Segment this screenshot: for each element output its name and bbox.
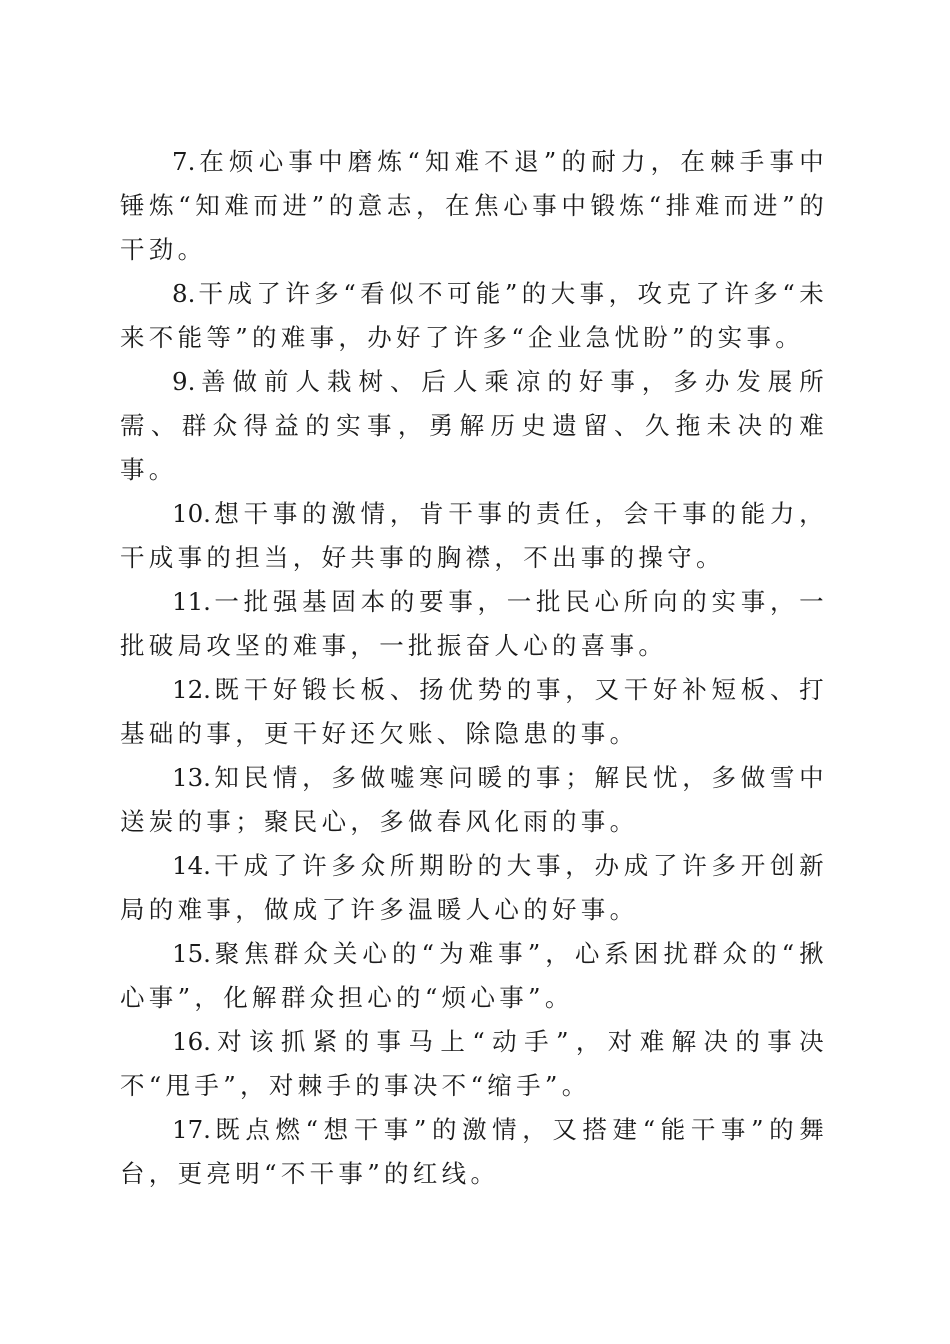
item-number: 14.	[172, 851, 211, 880]
item-text: 善做前人栽树、后人乘凉的好事，多办发展所需、群众得益的实事，勇解历史遗留、久拖未决的难事。	[120, 367, 828, 484]
item-text: 想干事的激情，肯干事的责任，会干事的能力，干成事的担当，好共事的胸襟，不出事的操守。	[120, 499, 828, 572]
item-number: 11.	[172, 587, 211, 616]
item-text: 既点燃“想干事”的激情，又搭建“能干事”的舞台，更亮明“不干事”的红线。	[120, 1115, 828, 1188]
list-item-11	[120, 580, 828, 668]
list-item-13	[120, 756, 828, 844]
document-body	[120, 140, 828, 1196]
item-text: 干成了许多众所期盼的大事，办成了许多开创新局的难事，做成了许多温暖人心的好事。	[120, 851, 828, 924]
item-text: 干成了许多“看似不可能”的大事，攻克了许多“未来不能等”的难事，办好了许多“企业急忧盼”的实事。	[120, 279, 828, 352]
item-text: 知民情，多做嘘寒问暖的事；解民忧，多做雪中送炭的事；聚民心，多做春风化雨的事。	[120, 763, 828, 836]
item-text: 一批强基固本的要事，一批民心所向的实事，一批破局攻坚的难事，一批振奋人心的喜事。	[120, 587, 828, 660]
item-number: 12.	[172, 675, 211, 704]
list-item-9	[120, 360, 828, 492]
list-item-14	[120, 844, 828, 932]
list-item-12	[120, 668, 828, 756]
item-number: 8.	[172, 279, 196, 308]
item-number: 13.	[172, 763, 211, 792]
item-number: 10.	[172, 499, 211, 528]
item-text: 聚焦群众关心的“为难事”，心系困扰群众的“揪心事”，化解群众担心的“烦心事”。	[120, 939, 828, 1012]
item-number: 15.	[172, 939, 211, 968]
list-item-15	[120, 932, 828, 1020]
list-item-8	[120, 272, 828, 360]
item-text: 对该抓紧的事马上“动手”，对难解决的事决不“甩手”，对棘手的事决不“缩手”。	[120, 1027, 828, 1100]
item-number: 17.	[172, 1115, 211, 1144]
item-number: 7.	[172, 147, 196, 176]
list-item-10	[120, 492, 828, 580]
list-item-16	[120, 1020, 828, 1108]
item-text: 在烦心事中磨炼“知难不退”的耐力，在棘手事中锤炼“知难而进”的意志，在焦心事中锻炼“排难而进”的干劲。	[120, 147, 828, 264]
list-item-7	[120, 140, 828, 272]
list-item-17	[120, 1108, 828, 1196]
item-number: 16.	[172, 1027, 211, 1056]
item-text: 既干好锻长板、扬优势的事，又干好补短板、打基础的事，更干好还欠账、除隐患的事。	[120, 675, 828, 748]
item-number: 9.	[172, 367, 196, 396]
